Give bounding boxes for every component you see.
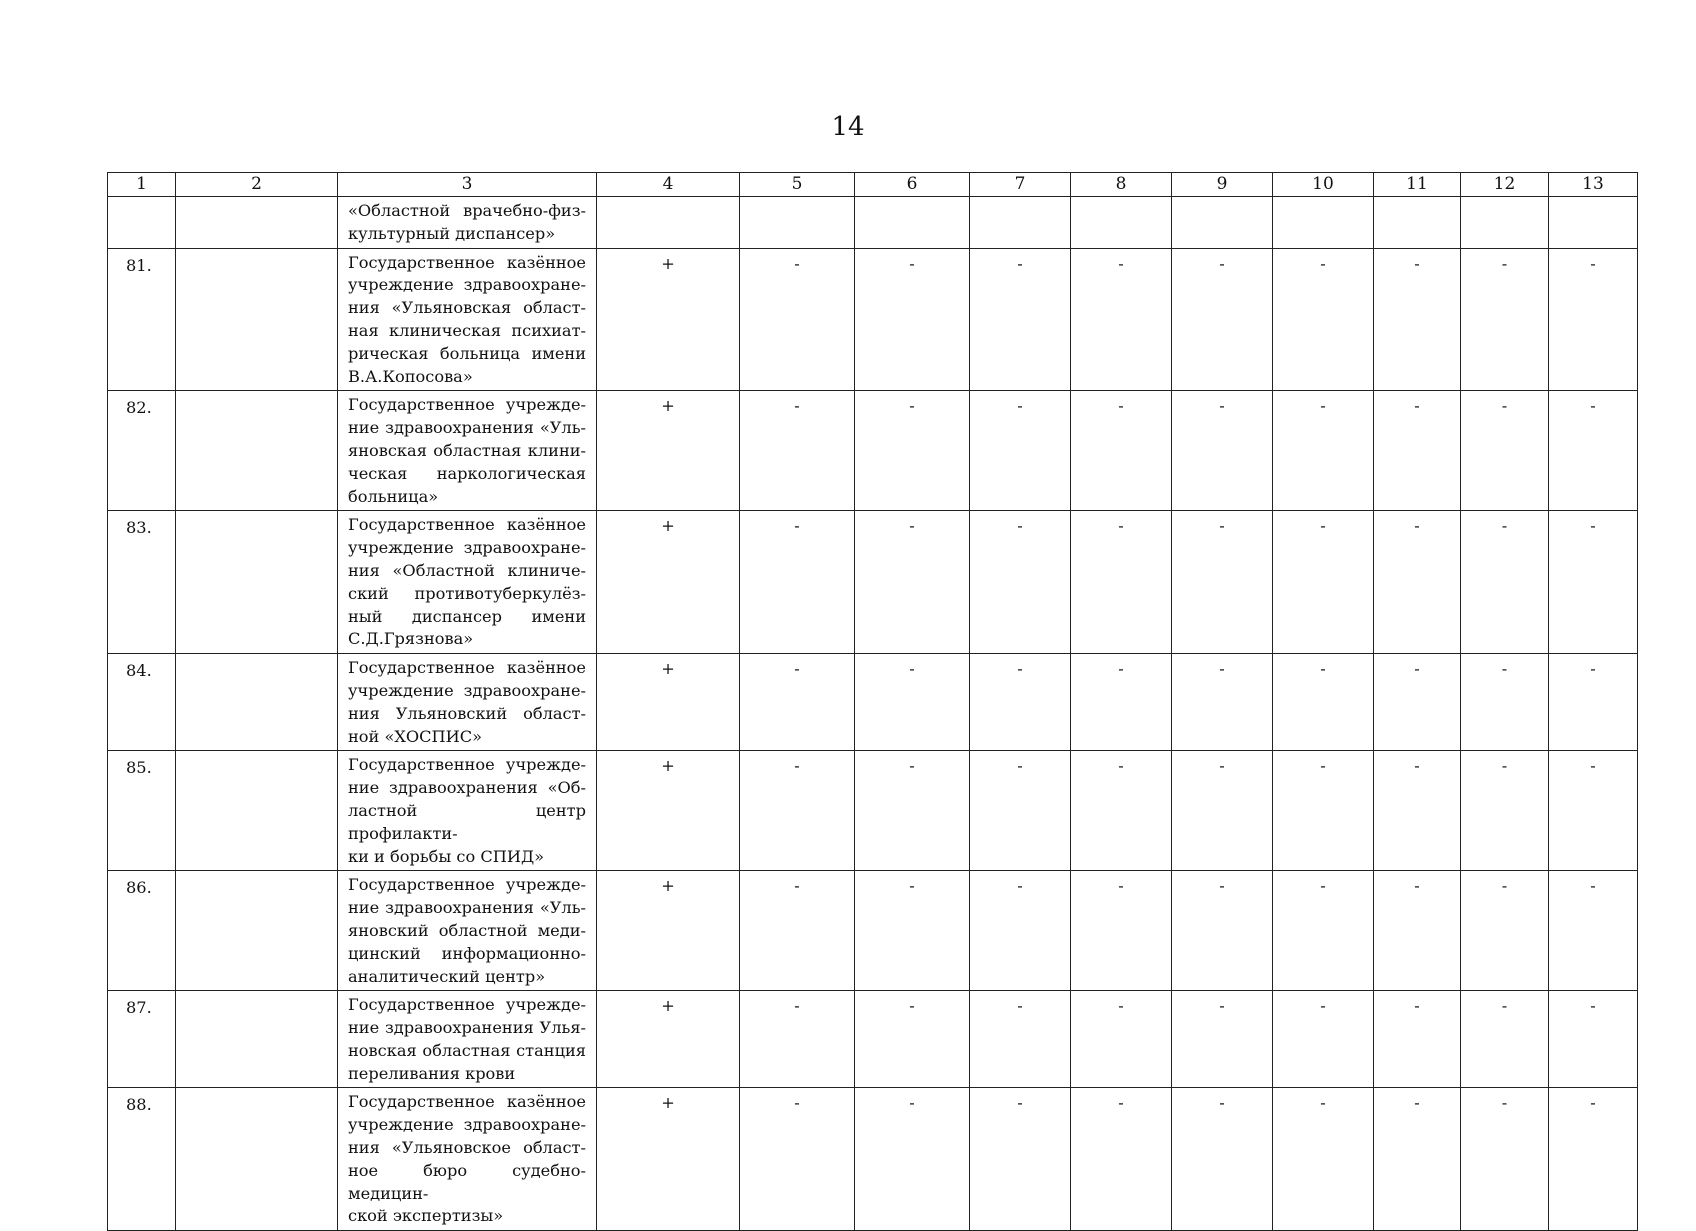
institution-name-line: новская областная станция [348, 1040, 586, 1060]
mark-cell-col-7: - [970, 751, 1071, 871]
header-row [108, 173, 1638, 197]
mark-cell-col-9: - [1172, 1088, 1273, 1231]
mark-cell-col-7 [970, 197, 1071, 249]
mark-cell-col-9: - [1172, 511, 1273, 654]
institution-name-line: ние здравоохранения «Уль- [348, 898, 586, 918]
mark-cell-col-4: + [597, 511, 740, 654]
table-row [108, 248, 1638, 391]
column-header-4: 4 [597, 173, 740, 197]
mark-cell-col-9: - [1172, 871, 1273, 991]
table-row [108, 871, 1638, 991]
mark-cell-col-4: + [597, 1088, 740, 1231]
mark-cell-col-6: - [855, 751, 970, 871]
institution-name-line: ный диспансер имени [348, 606, 586, 626]
mark-cell-col-4 [597, 197, 740, 249]
column-header-8: 8 [1071, 173, 1172, 197]
column-header-6: 6 [855, 173, 970, 197]
mark-cell-col-13: - [1549, 871, 1638, 991]
mark-cell-col-10: - [1273, 511, 1374, 654]
mark-cell-col-8: - [1071, 871, 1172, 991]
institution-name-line: учреждение здравоохране- [348, 680, 586, 700]
mark-cell-col-5 [740, 197, 855, 249]
institution-name-line: ние здравоохранения Улья- [348, 1018, 586, 1038]
column-header-11: 11 [1374, 173, 1461, 197]
mark-cell-col-6: - [855, 871, 970, 991]
mark-cell-col-7: - [970, 511, 1071, 654]
mark-cell-col-9: - [1172, 751, 1273, 871]
table-row [108, 1088, 1638, 1231]
mark-cell-col-8: - [1071, 654, 1172, 751]
column-2-cell [176, 751, 338, 871]
institution-name-line: ния Ульяновский област- [348, 703, 586, 723]
institution-name-line: ластной центр профилакти- [348, 800, 586, 843]
mark-cell-col-12: - [1461, 751, 1549, 871]
institution-name-cell [338, 197, 597, 249]
institution-name-line: ния «Областной клиниче- [348, 560, 586, 580]
mark-cell-col-10: - [1273, 1088, 1374, 1231]
institution-name-line: Государственное казённое [348, 1092, 586, 1112]
mark-cell-col-12: - [1461, 871, 1549, 991]
institution-name-line: Государственное учрежде- [348, 395, 586, 415]
mark-cell-col-9: - [1172, 391, 1273, 511]
mark-cell-col-4: + [597, 654, 740, 751]
mark-cell-col-12: - [1461, 654, 1549, 751]
mark-cell-col-11: - [1374, 871, 1461, 991]
institution-name-line: больница» [348, 486, 439, 506]
mark-cell-col-8: - [1071, 248, 1172, 391]
institution-name-line: рическая больница имени [348, 343, 586, 363]
institution-name-line: ния «Ульяновское област- [348, 1138, 586, 1158]
institution-name-line: цинский информационно- [348, 943, 586, 963]
mark-cell-col-5: - [740, 391, 855, 511]
row-number-cell: 88. [108, 1088, 176, 1231]
mark-cell-col-8: - [1071, 511, 1172, 654]
institution-name-line: ния «Ульяновская област- [348, 298, 586, 318]
mark-cell-col-5: - [740, 751, 855, 871]
row-number-cell [108, 197, 176, 249]
mark-cell-col-5: - [740, 871, 855, 991]
row-number-cell: 85. [108, 751, 176, 871]
column-2-cell [176, 197, 338, 249]
institution-name-line: ской экспертизы» [348, 1206, 504, 1226]
mark-cell-col-6: - [855, 991, 970, 1088]
table-row [108, 391, 1638, 511]
institution-name-line: ное бюро судебно-медицин- [348, 1160, 586, 1203]
row-number-cell: 87. [108, 991, 176, 1088]
institution-name-cell [338, 248, 597, 391]
institution-name-line: Государственное учрежде- [348, 755, 586, 775]
mark-cell-col-10: - [1273, 871, 1374, 991]
mark-cell-col-5: - [740, 511, 855, 654]
column-header-5: 5 [740, 173, 855, 197]
mark-cell-col-8 [1071, 197, 1172, 249]
mark-cell-col-12: - [1461, 248, 1549, 391]
mark-cell-col-11: - [1374, 511, 1461, 654]
mark-cell-col-13: - [1549, 1088, 1638, 1231]
institution-name-line: учреждение здравоохране- [348, 538, 586, 558]
institution-name-line: яновский областной меди- [348, 920, 586, 940]
column-header-3: 3 [338, 173, 597, 197]
mark-cell-col-7: - [970, 391, 1071, 511]
row-number-cell: 82. [108, 391, 176, 511]
mark-cell-col-6 [855, 197, 970, 249]
institution-name-line: ки и борьбы со СПИД» [348, 846, 545, 866]
institution-name-line: культурный диспансер» [348, 223, 556, 243]
column-2-cell [176, 654, 338, 751]
mark-cell-col-8: - [1071, 991, 1172, 1088]
institution-name-line: Государственное учрежде- [348, 995, 586, 1015]
column-header-7: 7 [970, 173, 1071, 197]
row-number-cell: 81. [108, 248, 176, 391]
column-header-12: 12 [1461, 173, 1549, 197]
mark-cell-col-10: - [1273, 391, 1374, 511]
table-header [108, 173, 1638, 197]
institution-name-line: С.Д.Грязнова» [348, 629, 474, 649]
mark-cell-col-6: - [855, 654, 970, 751]
mark-cell-col-5: - [740, 991, 855, 1088]
institution-name-line: аналитический центр» [348, 966, 546, 986]
institution-name-line: учреждение здравоохране- [348, 1115, 586, 1135]
mark-cell-col-4: + [597, 751, 740, 871]
mark-cell-col-6: - [855, 1088, 970, 1231]
mark-cell-col-10 [1273, 197, 1374, 249]
institution-name-cell [338, 391, 597, 511]
mark-cell-col-4: + [597, 991, 740, 1088]
mark-cell-col-12 [1461, 197, 1549, 249]
mark-cell-col-6: - [855, 248, 970, 391]
institution-name-line: ние здравоохранения «Об- [348, 778, 586, 798]
mark-cell-col-13 [1549, 197, 1638, 249]
mark-cell-col-5: - [740, 1088, 855, 1231]
institution-name-line: Государственное учрежде- [348, 875, 586, 895]
column-header-2: 2 [176, 173, 338, 197]
column-2-cell [176, 1088, 338, 1231]
mark-cell-col-7: - [970, 991, 1071, 1088]
mark-cell-col-11: - [1374, 391, 1461, 511]
institution-name-line: В.А.Копосова» [348, 366, 473, 386]
mark-cell-col-13: - [1549, 391, 1638, 511]
institution-name-line: переливания крови [348, 1063, 516, 1083]
mark-cell-col-4: + [597, 871, 740, 991]
mark-cell-col-11: - [1374, 654, 1461, 751]
mark-cell-col-4: + [597, 391, 740, 511]
mark-cell-col-13: - [1549, 248, 1638, 391]
institution-name-line: ной «ХОСПИС» [348, 726, 483, 746]
mark-cell-col-4: + [597, 248, 740, 391]
mark-cell-col-11: - [1374, 991, 1461, 1088]
institution-name-line: ский противотуберкулёз- [348, 583, 586, 603]
row-number-cell: 84. [108, 654, 176, 751]
table-row-continuation [108, 197, 1638, 249]
mark-cell-col-10: - [1273, 751, 1374, 871]
institution-name-line: учреждение здравоохране- [348, 275, 586, 295]
institution-name-line: ческая наркологическая [348, 463, 586, 483]
mark-cell-col-12: - [1461, 391, 1549, 511]
table-body [108, 197, 1638, 1231]
page-number: 14 [831, 112, 865, 142]
institution-name-cell [338, 511, 597, 654]
mark-cell-col-7: - [970, 654, 1071, 751]
table-row [108, 511, 1638, 654]
table-row [108, 991, 1638, 1088]
column-2-cell [176, 248, 338, 391]
mark-cell-col-12: - [1461, 511, 1549, 654]
mark-cell-col-6: - [855, 391, 970, 511]
column-header-10: 10 [1273, 173, 1374, 197]
mark-cell-col-7: - [970, 248, 1071, 391]
institution-name-line: ная клиническая психиат- [348, 320, 586, 340]
mark-cell-col-8: - [1071, 1088, 1172, 1231]
column-header-1: 1 [108, 173, 176, 197]
mark-cell-col-10: - [1273, 248, 1374, 391]
column-2-cell [176, 991, 338, 1088]
mark-cell-col-6: - [855, 511, 970, 654]
institution-name-line: яновская областная клини- [348, 440, 586, 460]
column-header-9: 9 [1172, 173, 1273, 197]
institution-name-line: Государственное казённое [348, 252, 586, 272]
mark-cell-col-13: - [1549, 991, 1638, 1088]
mark-cell-col-13: - [1549, 654, 1638, 751]
mark-cell-col-11 [1374, 197, 1461, 249]
mark-cell-col-9: - [1172, 248, 1273, 391]
column-2-cell [176, 391, 338, 511]
institution-name-cell [338, 654, 597, 751]
mark-cell-col-11: - [1374, 248, 1461, 391]
mark-cell-col-9: - [1172, 654, 1273, 751]
institution-name-cell [338, 1088, 597, 1231]
institution-name-line: Государственное казённое [348, 515, 586, 535]
mark-cell-col-12: - [1461, 991, 1549, 1088]
mark-cell-col-12: - [1461, 1088, 1549, 1231]
mark-cell-col-13: - [1549, 511, 1638, 654]
mark-cell-col-11: - [1374, 1088, 1461, 1231]
mark-cell-col-11: - [1374, 751, 1461, 871]
institution-name-line: Государственное казённое [348, 658, 586, 678]
mark-cell-col-8: - [1071, 391, 1172, 511]
mark-cell-col-10: - [1273, 991, 1374, 1088]
mark-cell-col-9: - [1172, 991, 1273, 1088]
institution-name-cell [338, 871, 597, 991]
mark-cell-col-7: - [970, 871, 1071, 991]
column-2-cell [176, 871, 338, 991]
institution-name-cell [338, 991, 597, 1088]
institution-name-line: ние здравоохранения «Уль- [348, 418, 586, 438]
column-header-13: 13 [1549, 173, 1638, 197]
row-number-cell: 83. [108, 511, 176, 654]
row-number-cell: 86. [108, 871, 176, 991]
mark-cell-col-8: - [1071, 751, 1172, 871]
institution-name-cell [338, 751, 597, 871]
institution-name-line: «Областной врачебно-физ- [348, 201, 586, 220]
table-row [108, 751, 1638, 871]
table-row [108, 654, 1638, 751]
mark-cell-col-7: - [970, 1088, 1071, 1231]
column-2-cell [176, 511, 338, 654]
mark-cell-col-13: - [1549, 751, 1638, 871]
mark-cell-col-5: - [740, 654, 855, 751]
document-table [107, 172, 1638, 1231]
mark-cell-col-10: - [1273, 654, 1374, 751]
mark-cell-col-9 [1172, 197, 1273, 249]
mark-cell-col-5: - [740, 248, 855, 391]
